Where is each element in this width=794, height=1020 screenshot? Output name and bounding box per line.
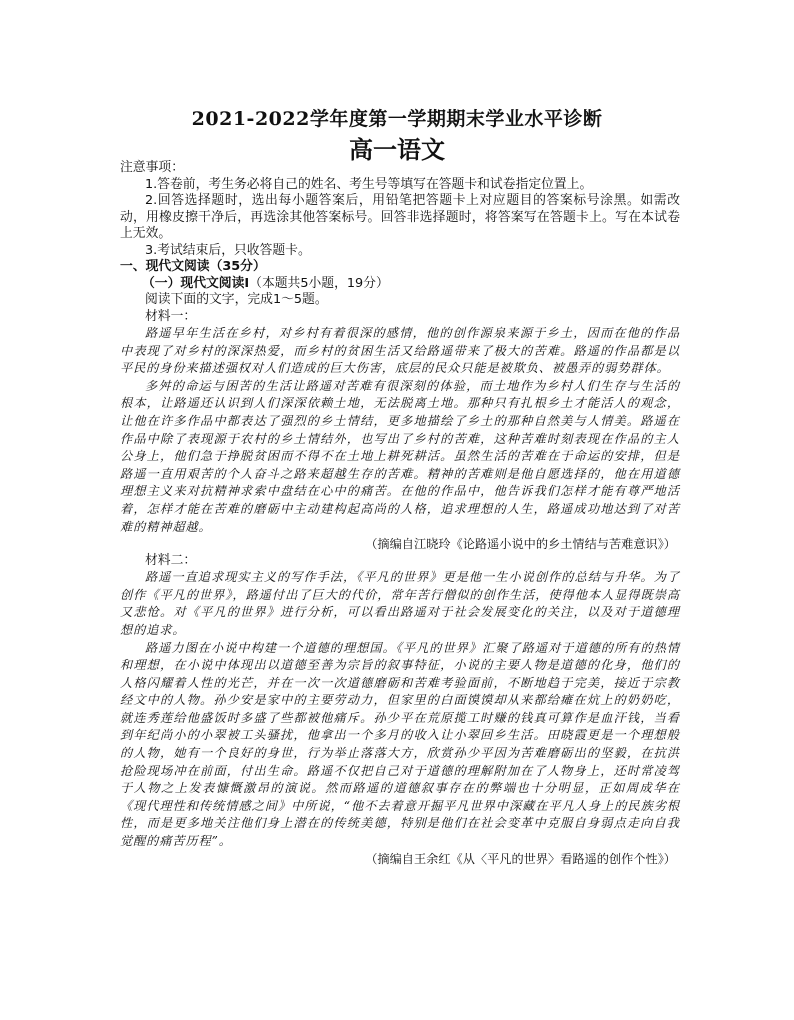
section-heading: 一、现代文阅读（35分） — [120, 259, 266, 274]
material-paragraph: 路遥早年生活在乡村，对乡村有着很深的感情，他的创作源泉来源于乡土，因而在他的作品中表现了对乡村的深深热爱，而乡村的贫困生活又给路遥带来了极大的苦难。路遥的作品都是以平民的身份来描述强权对人们造成的巨大伤害，底层的民众只能是被欺负、被愚弄的弱势群体。 — [120, 326, 680, 376]
material-paragraph: 多舛的命运与困苦的生活让路遥对苦难有很深刻的体验，而土地作为乡村人们生存与生活的根本，让路遥还认识到人们深深依赖土地，无法脱离土地。那种只有扎根乡土才能活人的观念，让他在许多作品中都表达了强烈的乡土情结，更多地描绘了乡土的那种自然美与人情美。路遥在作品中除了表现源于农村的乡土情结外，也写出了乡村的苦难，这种苦难时刻表现在作品的主人公身上，他们急于挣脱贫困而不得不在土地上耕死耕活。虽然生活的苦难在于命运的安排，但是路遥一直用艰苦的个人奋斗之路来超越生存的苦难。精神的苦难则是他自愿选择的，他在用道德理想主义来对抗精神求索中盘结在心中的痛苦。在他的作品中，他告诉我们怎样才能有尊严地活着，怎样才能在苦难的磨砺中主动建构起高尚的人格，追求理想的人生，路遥成功地达到了对苦难的精神超越。 — [120, 378, 680, 534]
material-source: （摘编自江晓玲《论路遥小说中的乡土情结与苦难意识》） — [365, 537, 676, 552]
subsection-heading — [142, 276, 680, 293]
exam-title: 2021-2022学年度第一学期期末学业水平诊断 — [191, 108, 603, 130]
exam-content — [120, 160, 680, 867]
notice-item: 2.回答选择题时，选出每小题答案后，用铅笔把答题卡上对应题目的答案标号涂黑。如需改动，用橡皮擦干净后，再选涂其他答案标号。回答非选择题时，将答案写在答题卡上。写在本试卷上无效。 — [120, 193, 680, 241]
subject-title: 高一语文 — [349, 135, 445, 164]
material-source: （摘编自王余红《从〈平凡的世界〉看路遥的创作个性》） — [365, 851, 676, 866]
subsection-title: （一）现代文阅读Ⅰ — [142, 275, 250, 291]
material-paragraph: 路遥力图在小说中构建一个道德的理想国。《平凡的世界》汇聚了路遥对于道德的所有的热情和理想，在小说中体现出以道德至善为宗旨的叙事特征，小说的主要人物是道德的化身，他们的人格闪耀着人性的光芒，并在一次一次道德磨砺和苦难考验面前，不断地趋于完美，接近于宗教经文中的人物。孙少安是家中的主要劳动力，但家里的白面馍馍却从来都给瘫在炕上的奶奶吃，就连秀莲给他盛饭时多盛了些都被他痛斥。孙少平在荒原揽工时赚的钱真可算作是血汗钱，当看到年纪尚小的小翠被工头骚扰，他拿出一个多月的收入让小翠回乡生活。田晓霞更是一个理想般的人物，她有一个良好的身世，行为举止落落大方，欣赏孙少平因为苦难磨砺出的坚毅，在抗洪抢险现场冲在前面，付出生命。路遥不仅把自己对于道德的理解附加在了人物身上，还时常凌驾于人物之上发表慷慨激昂的演说。然而路遥的道德叙事存在的弊端也十分明显，正如周成华在《现代理性和传统情感之间》中所说，“他不去着意开掘平凡世界中深藏在平凡人身上的民族劣根性，而是更多地关注他们身上潜在的传统美德，特别是他们在社会变革中克服自身弱点走向自我觉醒的痛苦历程”。 — [120, 640, 680, 849]
notice-item: 1.答卷前，考生务必将自己的姓名、考生号等填写在答题卡和试卷指定位置上。 — [145, 176, 593, 192]
notice-label: 注意事项： — [120, 160, 184, 175]
notice-item: 3.考试结束后，只收答题卡。 — [145, 242, 311, 258]
subsection-score: （本题共5小题，19分） — [249, 275, 389, 291]
reading-instruction: 阅读下面的文字，完成1～5题。 — [145, 292, 328, 307]
material-label: 材料一： — [145, 308, 197, 324]
material-label: 材料二： — [145, 552, 197, 568]
material-paragraph: 路遥一直追求现实主义的写作手法，《平凡的世界》更是他一生小说创作的总结与升华。为了创作《平凡的世界》，路遥付出了巨大的代价，常年苦行僧似的创作生活，使得他本人显得既崇高又悲怆。对《平凡的世界》进行分析，可以看出路遥对于社会发展变化的关注，以及对于道德理想的追求。 — [120, 570, 680, 637]
